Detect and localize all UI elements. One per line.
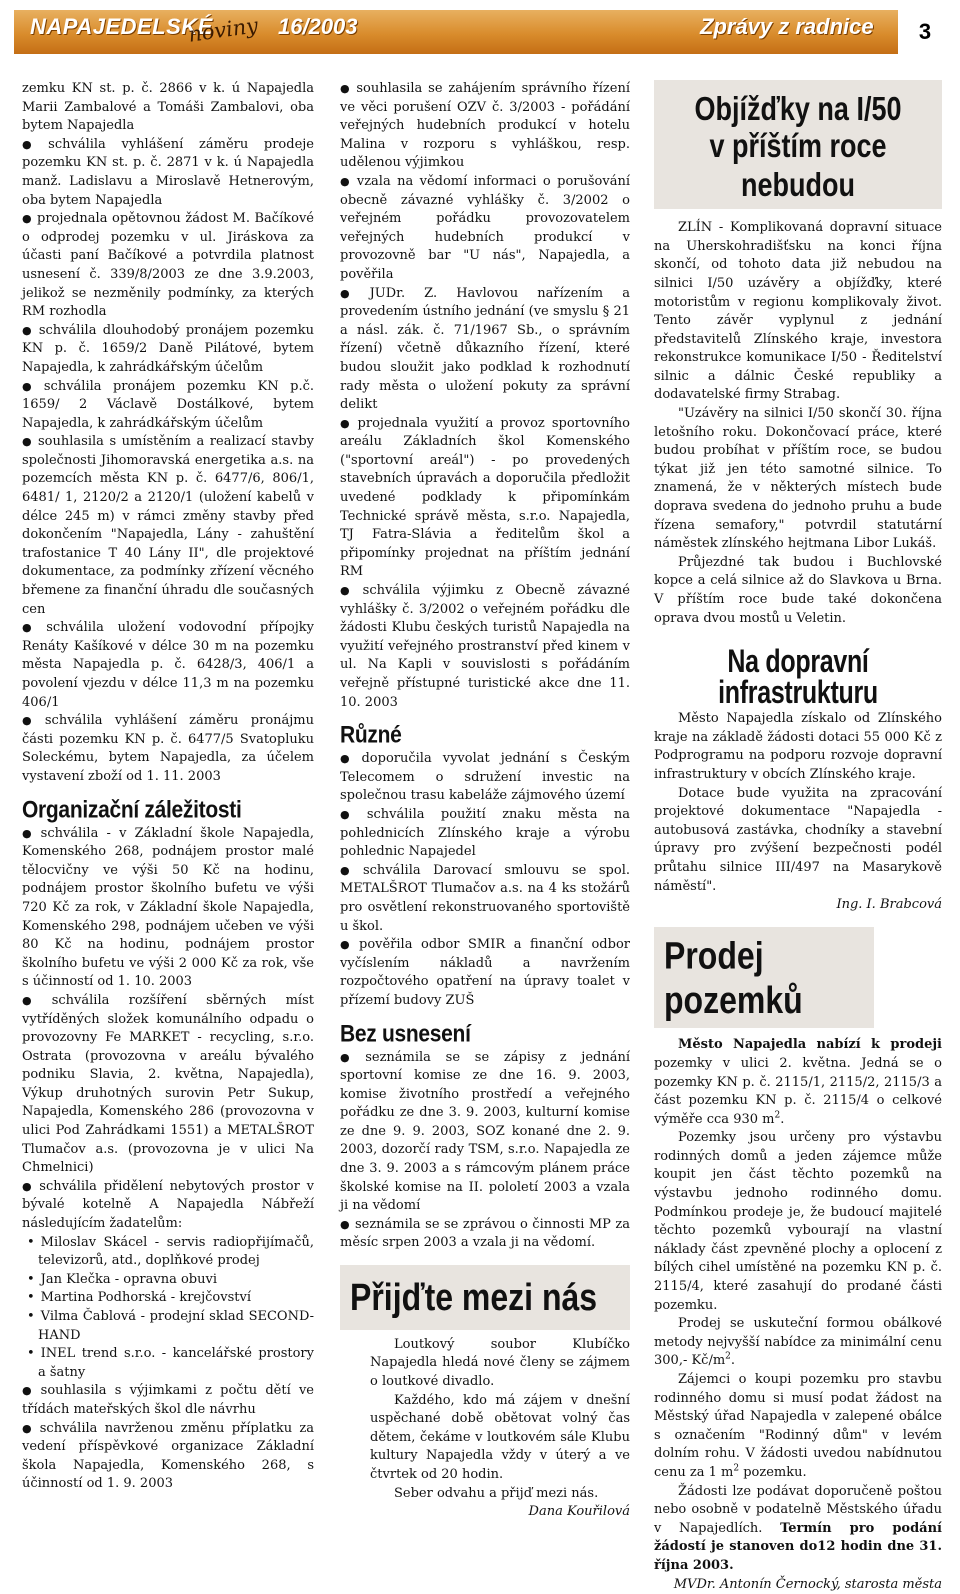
paragraph: Průjezdné tak budou i Buchlovské kopce a celá silnice až do Slavkova u Brna. V příštím roce bude také dokončena oprava dvou mostů u Veletin.: [654, 554, 942, 626]
text: Prodej se uskuteční formou obálkové metody nejvyšší nabídce za minimální cenu 300,- Kč/m: [654, 1316, 942, 1369]
bullet-item: ● souhlasila s výjimkami z počtu dětí ve třídách mateřských škol dle návrhu: [22, 1382, 314, 1419]
bullet-item: ● schválila dlouhodobý pronájem pozemku KN p. č. 1659/2 Daně Pilátové, bytem Napajedla, k zahrádkářským účelům: [22, 322, 314, 378]
bullet-item: ● vzala na vědomí informaci o porušování obecně závazné vyhlášky č. 3/2002 o veřejném pořádku provozovatelem veřejných hudebních produkcí v provozovně bar "U nás", Napajedla, a pověřila: [340, 173, 630, 285]
paragraph: Dotace bude využita na zpracování projektové dokumentace "Napajedla - autobusová zastávka, chodníky a stavební úpravy pro zvýšení bezpečnosti podél průtahu silnice III/497 na Masarykově náměstí".: [654, 785, 942, 894]
newspaper-script-word: noviny: [186, 13, 260, 47]
text: Zájemci o koupi pozemku pro stavbu rodinného domu si musí podat žádost na Městský úřad Napajedla v zalepené obálce s označením "Rodinný dům" v levém dolním rohu. V žádosti uvedou nabídnutou cenu za 1 m: [654, 1372, 942, 1480]
bullet-item: ● schválila vyhlášení záměru prodeje pozemku KN st. p. č. 2871 v k. ú Napajedla manž. Ladislavu a Miroslavě Hetnerovým, oba bytem Napajedla: [22, 136, 314, 210]
box-title: Prodej pozemků: [664, 933, 803, 1021]
signature: MVDr. Antonín Černocký, starosta města: [673, 1576, 942, 1592]
heading-organizacni: Organizační záležitosti: [22, 796, 242, 824]
bullet-item: ● souhlasila s umístěním a realizací stavby společnosti Jihomoravská energetika a.s. na pozemcích města KN p. č. 6477/6, 806/1, 6481/ 1, 2120/2 a 2120/1 (uložení kabelů v délce 245 m) v rámci změny stavby před dokončením "Napajedla, Lány - zahuštění trafostanice T 40 Lány II", dle projektové dokumentace, za podmínky zřízení věcného břemene za finanční úhradu dle současných cen: [22, 433, 314, 619]
superscript: 2: [733, 1463, 740, 1474]
paragraph: Loutkový soubor Klubíčko Napajedla hledá nové členy se zájmem o loutkové divadlo.: [370, 1336, 630, 1390]
bullet-item: ● seznámila se se zápisy z jednání sportovní komise ze dne 16. 9. 2003, komise životního prostředí a veřejného pořádku ze dne 3. 9. 2003, kulturní komise ze dne 9. 9. 2003, SOZ konané dne 2. 9. 2003, dozorčí rady TSM, s.r.o. Napajedla ze dne 3. 9. 2003 a s rámcovým plánem práce školské komise na II. pololetí 2003 a vzala ji na vědomí: [340, 1049, 630, 1216]
paragraph: [654, 1483, 942, 1576]
text: pozemky v ulici 2. května. Jedná se o pozemky KN p. č. 2115/1, 2115/2, 2115/3 a část pozemku KN p. č. 2115/4 o celkové výměře cca 930 m: [654, 1055, 942, 1127]
paragraph: Město Napajedla získalo od Zlínského kraje na základě žádosti dotaci 55 000 Kč z Podprogramu na podporu rozvoje dopravní infrastruktury v obcích Zlínského kraje.: [654, 711, 942, 782]
bullet-item: ● schválila rozšíření sběrných míst vytříděných složek komunálního odpadu o provozovny Fe MARKET - recycling, s.r.o. Ostrata (provozovna v areálu bývalého podniku Slavia, 2. května, Napajedla), Výkup druhotných surovin Petr Sukup, Napajedla, Komenského 286 (provozovna v ulici Pod Zahrádkami 1551) a METALŠROT Tlumačov a.s. (provozovna je v ulici Na Chmelnici): [22, 992, 314, 1178]
bullet-item: ● projednala využití a provoz sportovního areálu Základních škol Komenského ("sportovní areál") - po provedených stavebních úpravách a doporučila předložit uvedené podklady k připomínkám Technické správě města, s.r.o. Napajedla, TJ Fatra-Slávia a ředitelům škol a připomínky projednat na příštím jednání RM: [340, 415, 630, 582]
bullet-item: ● projednala opětovnou žádost M. Bačíkové o odprodej pozemku v ul. Jiráskova za účasti paní Bačíkové a potvrdila platnost usnesení č. 339/8/2003 ze dne 3.9.2003, jelikož se nezměnily podmínky, za kterých RM rozhodla: [22, 210, 314, 322]
column-2: [340, 80, 630, 1522]
box-title-line-2: v příštím roce nebudou: [709, 127, 887, 204]
sub-list-item: • Martina Podhorská - krejčovství: [22, 1289, 314, 1308]
superscript: 2: [774, 1110, 781, 1121]
box-prodej-pozemku: [654, 927, 874, 1029]
signature: Dana Kouřilová: [528, 1504, 630, 1520]
paragraph: ZLÍN - Komplikovaná dopravní situace na Uherskohradišťsku na konci října skončí, od tohoto data již nebudou na silnici I/50 uzávěry a objížďky, které motoristům v regionu komplikovaly život. Tento závěr vyplynul z jednání představitelů Zlínského kraje, investora rekonstrukce komunikace I/50 - Ředitelství silnic a dálnic České republiky a dodavatelské firmy Strabag.: [654, 220, 942, 403]
bullet-item: ● doporučila vyvolat jednání s Českým Telecomem o sdružení investic na společnou trasu kabeláže zájmového území: [340, 750, 630, 806]
bullet-item: ● schválila navrženou změnu příplatku za vedení příspěvkové organizace Základní škola Napajedla, Komenského 268, s účinností od 1. 9. 2003: [22, 1420, 314, 1494]
column-3: [654, 80, 942, 1594]
sub-list-item: • Vilma Čablová - prodejní sklad SECOND-HAND: [22, 1308, 314, 1345]
issue-number: 16/2003: [278, 14, 358, 39]
heading-ruzne: Různé: [340, 722, 402, 749]
bullet-item: ● schválila uložení vodovodní přípojky Renáty Kašíkové v délce 30 m na pozemku města Napajedla p. č. 6428/3, 406/1 a povolení vjezdu v délce 11,3 m na pozemku 406/1: [22, 619, 314, 712]
text: .: [730, 1353, 736, 1369]
text: .: [780, 1111, 785, 1127]
paragraph: Pozemky jsou určeny pro výstavbu rodinných domů a jeden zájemce může koupit jen část těchto pozemků na výstavbu jednoho rodinného domu. Podmínkou prodeje je, že budoucí majitelé těchto pozemků vybourají na vlastní náklady část zpevněné plochy a oplocení z bílých cihel umístěné na pozemku KN p. č. 2115/4, které zasahují do prodané části pozemku.: [654, 1130, 942, 1313]
heading-bez-usneseni: Bez usnesení: [340, 1020, 471, 1047]
bullet-item: ● JUDr. Z. Havlovou nařízením a provedením ústního jednání (ve smyslu § 21 a násl. zák. č. 71/1967 Sb., o správním řízení) včetně důkazního řízení, které budou sloužit jako podklad k rozhodnutí rady města o uložení pokuty za správní delikt: [340, 285, 630, 415]
text: Žádosti lze podávat doporučeně poštou nebo osobně v podatelně Městského úřadu v Napajedlích.: [654, 1483, 942, 1536]
announcement-body: [340, 1336, 630, 1522]
sub-list-item: • INEL trend s.r.o. - kancelářské prostory a šatny: [22, 1345, 314, 1382]
bullet-item: ● schválila pronájem pozemku KN p.č. 1659/ 2 Václavě Dostálkové, bytem Napajedla, k zahrádkářským účelům: [22, 378, 314, 434]
bullet-item: ● schválila výjimku z Obecně závazné vyhlášky č. 3/2002 o veřejném pořádku dle žádosti Klubu českých turistů Napajedla na využití veřejného prostranství před kinem v ul. Na Kapli v souvislosti s pořádáním veřejně přístupné turistické akce dne 11. 10. 2003: [340, 582, 630, 712]
newspaper-title: NAPAJEDELSKÉ: [30, 14, 213, 39]
bold-deadline: Termín pro podání žádostí je stanoven do12 hodin dne 31. října 2003.: [654, 1520, 942, 1573]
paragraph: [654, 1315, 942, 1371]
bold-lead: Město Napajedla nabízí k prodeji: [678, 1037, 942, 1053]
sub-list-item: • Jan Klečka - opravna obuvi: [22, 1271, 314, 1290]
signature: Ing. I. Brabcová: [836, 897, 942, 913]
bullet-item: ● schválila - v Základní škole Napajedla, Komenského 268, podnájem prostor malé tělocvičny ve výši 50 Kč na hodinu, podnájem prostor školního bufetu ve výši 720 Kč za rok, v Základní škole Napajedla, Komenského 298, podnájem učeben ve výši 80 Kč na hodinu, podnájem prostor školního bufetu ve výši 2 000 Kč za rok, vše s účinností od 1. 10. 2003: [22, 825, 314, 992]
paragraph: "Uzávěry na silnici I/50 skončí 30. října letošního roku. Dokončovací práce, které budou probíhat v příštím roce, se budou týkat již jen této samotné silnice. To znamená, že v některých místech bude doprava svedena do jednoho pruhu a bude řízena semafory," potvrdil statutární náměstek zlínského hejtmana Libor Lukáš.: [654, 406, 942, 552]
bullet-item: ● schválila Darovací smlouvu se spol. METALŠROT Tlumačov a.s. na 4 ks stožárů pro osvětlení rekonstruovaného sportoviště u škol.: [340, 862, 630, 936]
heading-infrastruktura: Na dopravní infrastrukturu: [718, 643, 878, 712]
paragraph: Seber odvahu a přijď mezi nás.: [394, 1485, 599, 1501]
text: pozemku.: [739, 1464, 807, 1480]
box-objizdky: [654, 80, 942, 209]
superscript: 2: [725, 1352, 731, 1363]
column-1: [22, 80, 314, 1494]
sub-list-item: • Miloslav Skácel - servis radiopřijímačů, televizorů, atd., doplňkové prodej: [22, 1234, 314, 1271]
section-title: Zprávy z radnice: [700, 14, 874, 39]
masthead: [0, 0, 960, 62]
page-number: 3: [918, 19, 932, 44]
paragraph: zemku KN st. p. č. 2866 v k. ú Napajedla Marii Zambalové a Tomáši Zambalovi, oba bytem Napajedla: [22, 81, 314, 134]
bullet-item: ● seznámila se se zprávou o činnosti MP za měsíc srpen 2003 a vzala ji na vědomí.: [340, 1216, 630, 1253]
box-title: Přijďte mezi nás: [350, 1275, 598, 1319]
paragraph: [654, 1036, 942, 1129]
paragraph: [654, 1371, 942, 1483]
bullet-item: ● souhlasila se zahájením správního řízení ve věci porušení OZV č. 3/2003 - pořádání veřejných hudebních produkcí v hotelu Malina v rozporu s vyhláškou, resp. udělenou výjimkou: [340, 80, 630, 173]
paragraph: Každého, kdo má zájem v dnešní uspěchané době obětovat volný čas dětem, čekáme v loutkovém sále Klubu kultury Napajedla vždy v úterý a ve čtvrtek od 20 hodin.: [370, 1392, 630, 1482]
box-prijdte-mezi-nas: [340, 1265, 630, 1330]
bullet-item: ● schválila přidělení nebytových prostor v bývalé kotelně A Napajedla Nábřeží následujícím žadatelům:: [22, 1178, 314, 1234]
box-title-line-1: Objížďky na I/50: [694, 90, 902, 128]
bullet-item: ● pověřila odbor SMIR a finanční odbor vyčíslením nákladů a navržením rozpočtového opatření na úpravy toalet v přízemí budovy ZUŠ: [340, 936, 630, 1010]
bullet-item: ● schválila použití znaku města na pohlednicích Zlínského kraje a výrobu pohlednic Napajedel: [340, 806, 630, 862]
bullet-item: ● schválila vyhlášení záměru pronájmu části pozemku KN p. č. 6477/5 Svatopluku Soleckému, bytem Napajedla, za účelem vystavení zboží od 1. 11. 2003: [22, 712, 314, 786]
